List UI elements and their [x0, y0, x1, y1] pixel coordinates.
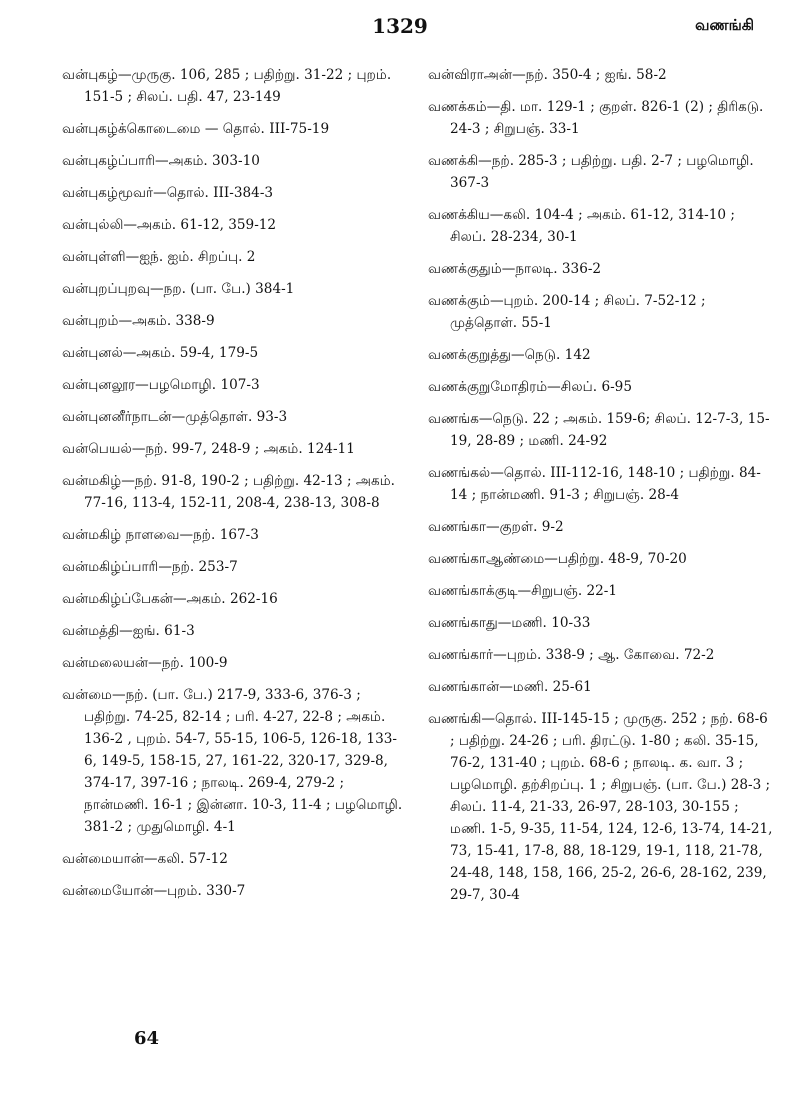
index-entry: வணக்குதும்—நாலடி. 336-2 [428, 261, 602, 277]
index-entry: வன்புள்ளி—ஐந். ஐம். சிறப்பு. 2 [62, 249, 256, 265]
right-column [428, 64, 773, 916]
index-entry: வன்மகிழ்ப்பாரி—நற். 253-7 [62, 559, 238, 575]
index-entry: வன்மகிழ்ப்பேகன்—அகம். 262-16 [62, 591, 278, 607]
index-entry: வணங்காக்குடி—சிறுபஞ். 22-1 [428, 583, 618, 599]
index-entry: வன்புகழ்மூவர்—தொல். III-384-3 [62, 185, 274, 201]
running-head: வணங்கி [695, 16, 754, 34]
index-entry: வணக்கும்—புறம். 200-14 ; சிலப். 7-52-12 ; முத்தொள். 55-1 [428, 293, 706, 331]
index-entry: வணங்கி—தொல். III-145-15 ; முருகு. 252 ; நற். 68-6 ; பதிற்று. 24-26 ; பரி. திரட்டு. 1-80 ; கலி. 35-15, 76-2, 131-40 ; புறம். 68-6 ; நாலடி. க. வா. 3 ; பழமொழி. தற்சிறப்பு. 1 ; சிறுபஞ். (பா. பே.) 28-3 ; சிலப். 11-4, 21-33, 26-97, 28-103, 30-155 ; மணி. 1-5, 9-35, 11-54, 124, 12-6, 13-74, 14-21, 73, 15-41, 17-8, 88, 18-129, 19-1, 118, 21-78, 24-48, 148, 158, 166, 25-2, 26-6, 28-162, 239, 29-7, 30-4 [428, 711, 773, 903]
index-entry: வணக்கம்—தி. மா. 129-1 ; குறள். 826-1 (2) ; திரிகடு. 24-3 ; சிறுபஞ். 33-1 [428, 99, 764, 137]
index-entry: வன்மையோன்—புறம். 330-7 [62, 883, 246, 899]
left-column [62, 64, 407, 912]
index-entry: வன்விராஅன்—நற். 350-4 ; ஐங். 58-2 [428, 67, 667, 83]
index-entry: வன்புனனீர்நாடன்—முத்தொள். 93-3 [62, 409, 288, 425]
index-entry: வன்புறம்—அகம். 338-9 [62, 313, 215, 329]
index-entry: வன்புனலூர—பழமொழி. 107-3 [62, 377, 260, 393]
index-entry: வணங்காது—மணி. 10-33 [428, 615, 591, 631]
index-entry: வன்புனல்—அகம். 59-4, 179-5 [62, 345, 259, 361]
index-entry: வன்புறப்புறவு—நற. (பா. பே.) 384-1 [62, 281, 295, 297]
index-entry: வணங்காஆண்மை—பதிற்று. 48-9, 70-20 [428, 551, 687, 567]
index-entry: வன்புகழ்ப்பாரி—அகம். 303-10 [62, 153, 260, 169]
index-entry: வணங்கான்—மணி. 25-61 [428, 679, 592, 695]
index-entry: வணக்கிய—கலி. 104-4 ; அகம். 61-12, 314-10 ; சிலப். 28-234, 30-1 [428, 207, 735, 245]
folio: 64 [134, 1028, 160, 1049]
index-entry: வன்மலையன்—நற். 100-9 [62, 655, 228, 671]
index-entry: வன்மையான்—கலி. 57-12 [62, 851, 228, 867]
index-entry: வன்மகிழ் நாளவை—நற். 167-3 [62, 527, 259, 543]
index-entry: வன்மை—நற். (பா. பே.) 217-9, 333-6, 376-3 ; பதிற்று. 74-25, 82-14 ; பரி. 4-27, 22-8 ; அகம். 136-2 , புறம். 54-7, 55-15, 106-5, 126-18, 133-6, 149-5, 158-15, 27, 161-22, 320-17, 329-8, 374-17, 397-16 ; நாலடி. 269-4, 279-2 ; நான்மணி. 16-1 ; இன்னா. 10-3, 11-4 ; பழமொழி. 381-2 ; முதுமொழி. 4-1 [62, 687, 403, 835]
page-number: 1329 [372, 14, 428, 38]
index-entry: வணக்கி—நற். 285-3 ; பதிற்று. பதி. 2-7 ; பழமொழி. 367-3 [428, 153, 754, 191]
index-entry: வன்பெயல்—நற். 99-7, 248-9 ; அகம். 124-11 [62, 441, 355, 457]
index-entry: வன்மகிழ்—நற். 91-8, 190-2 ; பதிற்று. 42-13 ; அகம். 77-16, 113-4, 152-11, 208-4, 238-13, 308-8 [62, 473, 395, 511]
index-entry: வணங்கல்—தொல். III-112-16, 148-10 ; பதிற்று. 84-14 ; நான்மணி. 91-3 ; சிறுபஞ். 28-4 [428, 465, 761, 503]
index-entry: வன்புகழ்—முருகு. 106, 285 ; பதிற்று. 31-22 ; புறம். 151-5 ; சிலப். பதி. 47, 23-149 [62, 67, 392, 105]
index-entry: வணங்கா—குறள். 9-2 [428, 519, 564, 535]
index-entry: வன்மத்தி—ஐங். 61-3 [62, 623, 195, 639]
index-entry: வணங்க—நெடு. 22 ; அகம். 159-6; சிலப். 12-7-3, 15-19, 28-89 ; மணி. 24-92 [428, 411, 770, 449]
index-entry: வணக்குறுமோதிரம்—சிலப். 6-95 [428, 379, 632, 395]
index-entry: வணங்கார்—புறம். 338-9 ; ஆ. கோவை. 72-2 [428, 647, 715, 663]
index-entry: வன்புகழ்க்கொடைமை — தொல். III-75-19 [62, 121, 330, 137]
index-entry: வணக்குறுத்து—நெடு. 142 [428, 347, 591, 363]
index-entry: வன்புல்லி—அகம். 61-12, 359-12 [62, 217, 277, 233]
